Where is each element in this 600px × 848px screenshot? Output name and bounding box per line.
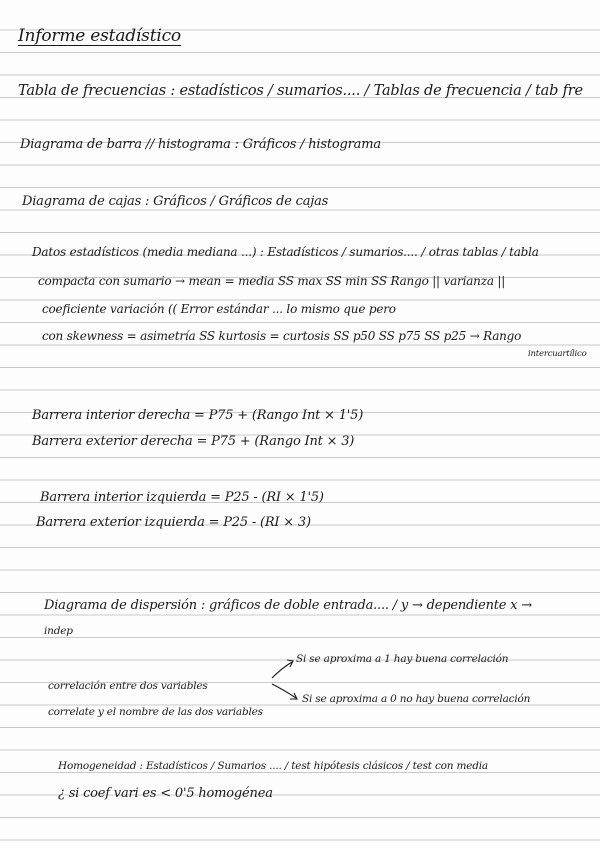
note-barrier-interior-left: Barrera interior izquierda = P25 - (RI × 1'5) bbox=[40, 490, 324, 505]
arrow-down-line bbox=[272, 684, 296, 698]
note-correlation-note: correlate y el nombre de las dos variables bbox=[48, 706, 263, 718]
note-correlation-high: Si se aproxima a 1 hay buena correlación bbox=[296, 653, 509, 665]
note-stats-line-2: compacta con sumario → mean = media SS max SS min SS Rango || varianza || bbox=[38, 274, 506, 288]
note-homogeneity-line-2: ¿ si coef vari es < 0'5 homogénea bbox=[58, 786, 273, 801]
note-bar-chart: Diagrama de barra // histograma : Gráficos / histograma bbox=[20, 137, 381, 152]
page-title: Informe estadístico bbox=[18, 26, 181, 46]
note-correlation-low: Si se aproxima a 0 no hay buena correlación bbox=[302, 693, 531, 705]
note-barrier-exterior-right: Barrera exterior derecha = P75 + (Rango Int × 3) bbox=[32, 434, 355, 449]
note-scatter-line-1: Diagrama de dispersión : gráficos de doble entrada.... / y → dependiente x → bbox=[44, 598, 532, 613]
note-box-plot: Diagrama de cajas : Gráficos / Gráficos de cajas bbox=[22, 194, 329, 209]
note-homogeneity-line-1: Homogeneidad : Estadísticos / Sumarios .... / test hipótesis clásicos / test con media bbox=[58, 760, 488, 772]
note-barrier-interior-right: Barrera interior derecha = P75 + (Rango Int × 1'5) bbox=[32, 408, 364, 423]
note-barrier-exterior-left: Barrera exterior izquierda = P25 - (RI × 3) bbox=[36, 515, 311, 530]
arrow-up-line bbox=[272, 662, 292, 678]
note-stats-line-4: con skewness = asimetría SS kurtosis = curtosis SS p50 SS p75 SS p25 → Rango bbox=[42, 329, 522, 343]
note-correlation-main: correlación entre dos variables bbox=[48, 680, 208, 692]
note-scatter-line-2: indep bbox=[44, 625, 73, 637]
note-stats-line-1: Datos estadísticos (media mediana ...) : Estadísticos / sumarios.... / otras tablas / tabla bbox=[32, 245, 539, 259]
note-stats-line-5: intercuartílico bbox=[528, 349, 587, 359]
note-frequency-table: Tabla de frecuencias : estadísticos / sumarios.... / Tablas de frecuencia / tab fre bbox=[18, 83, 583, 99]
note-stats-line-3: coeficiente variación (( Error estándar ... lo mismo que pero bbox=[42, 302, 396, 316]
